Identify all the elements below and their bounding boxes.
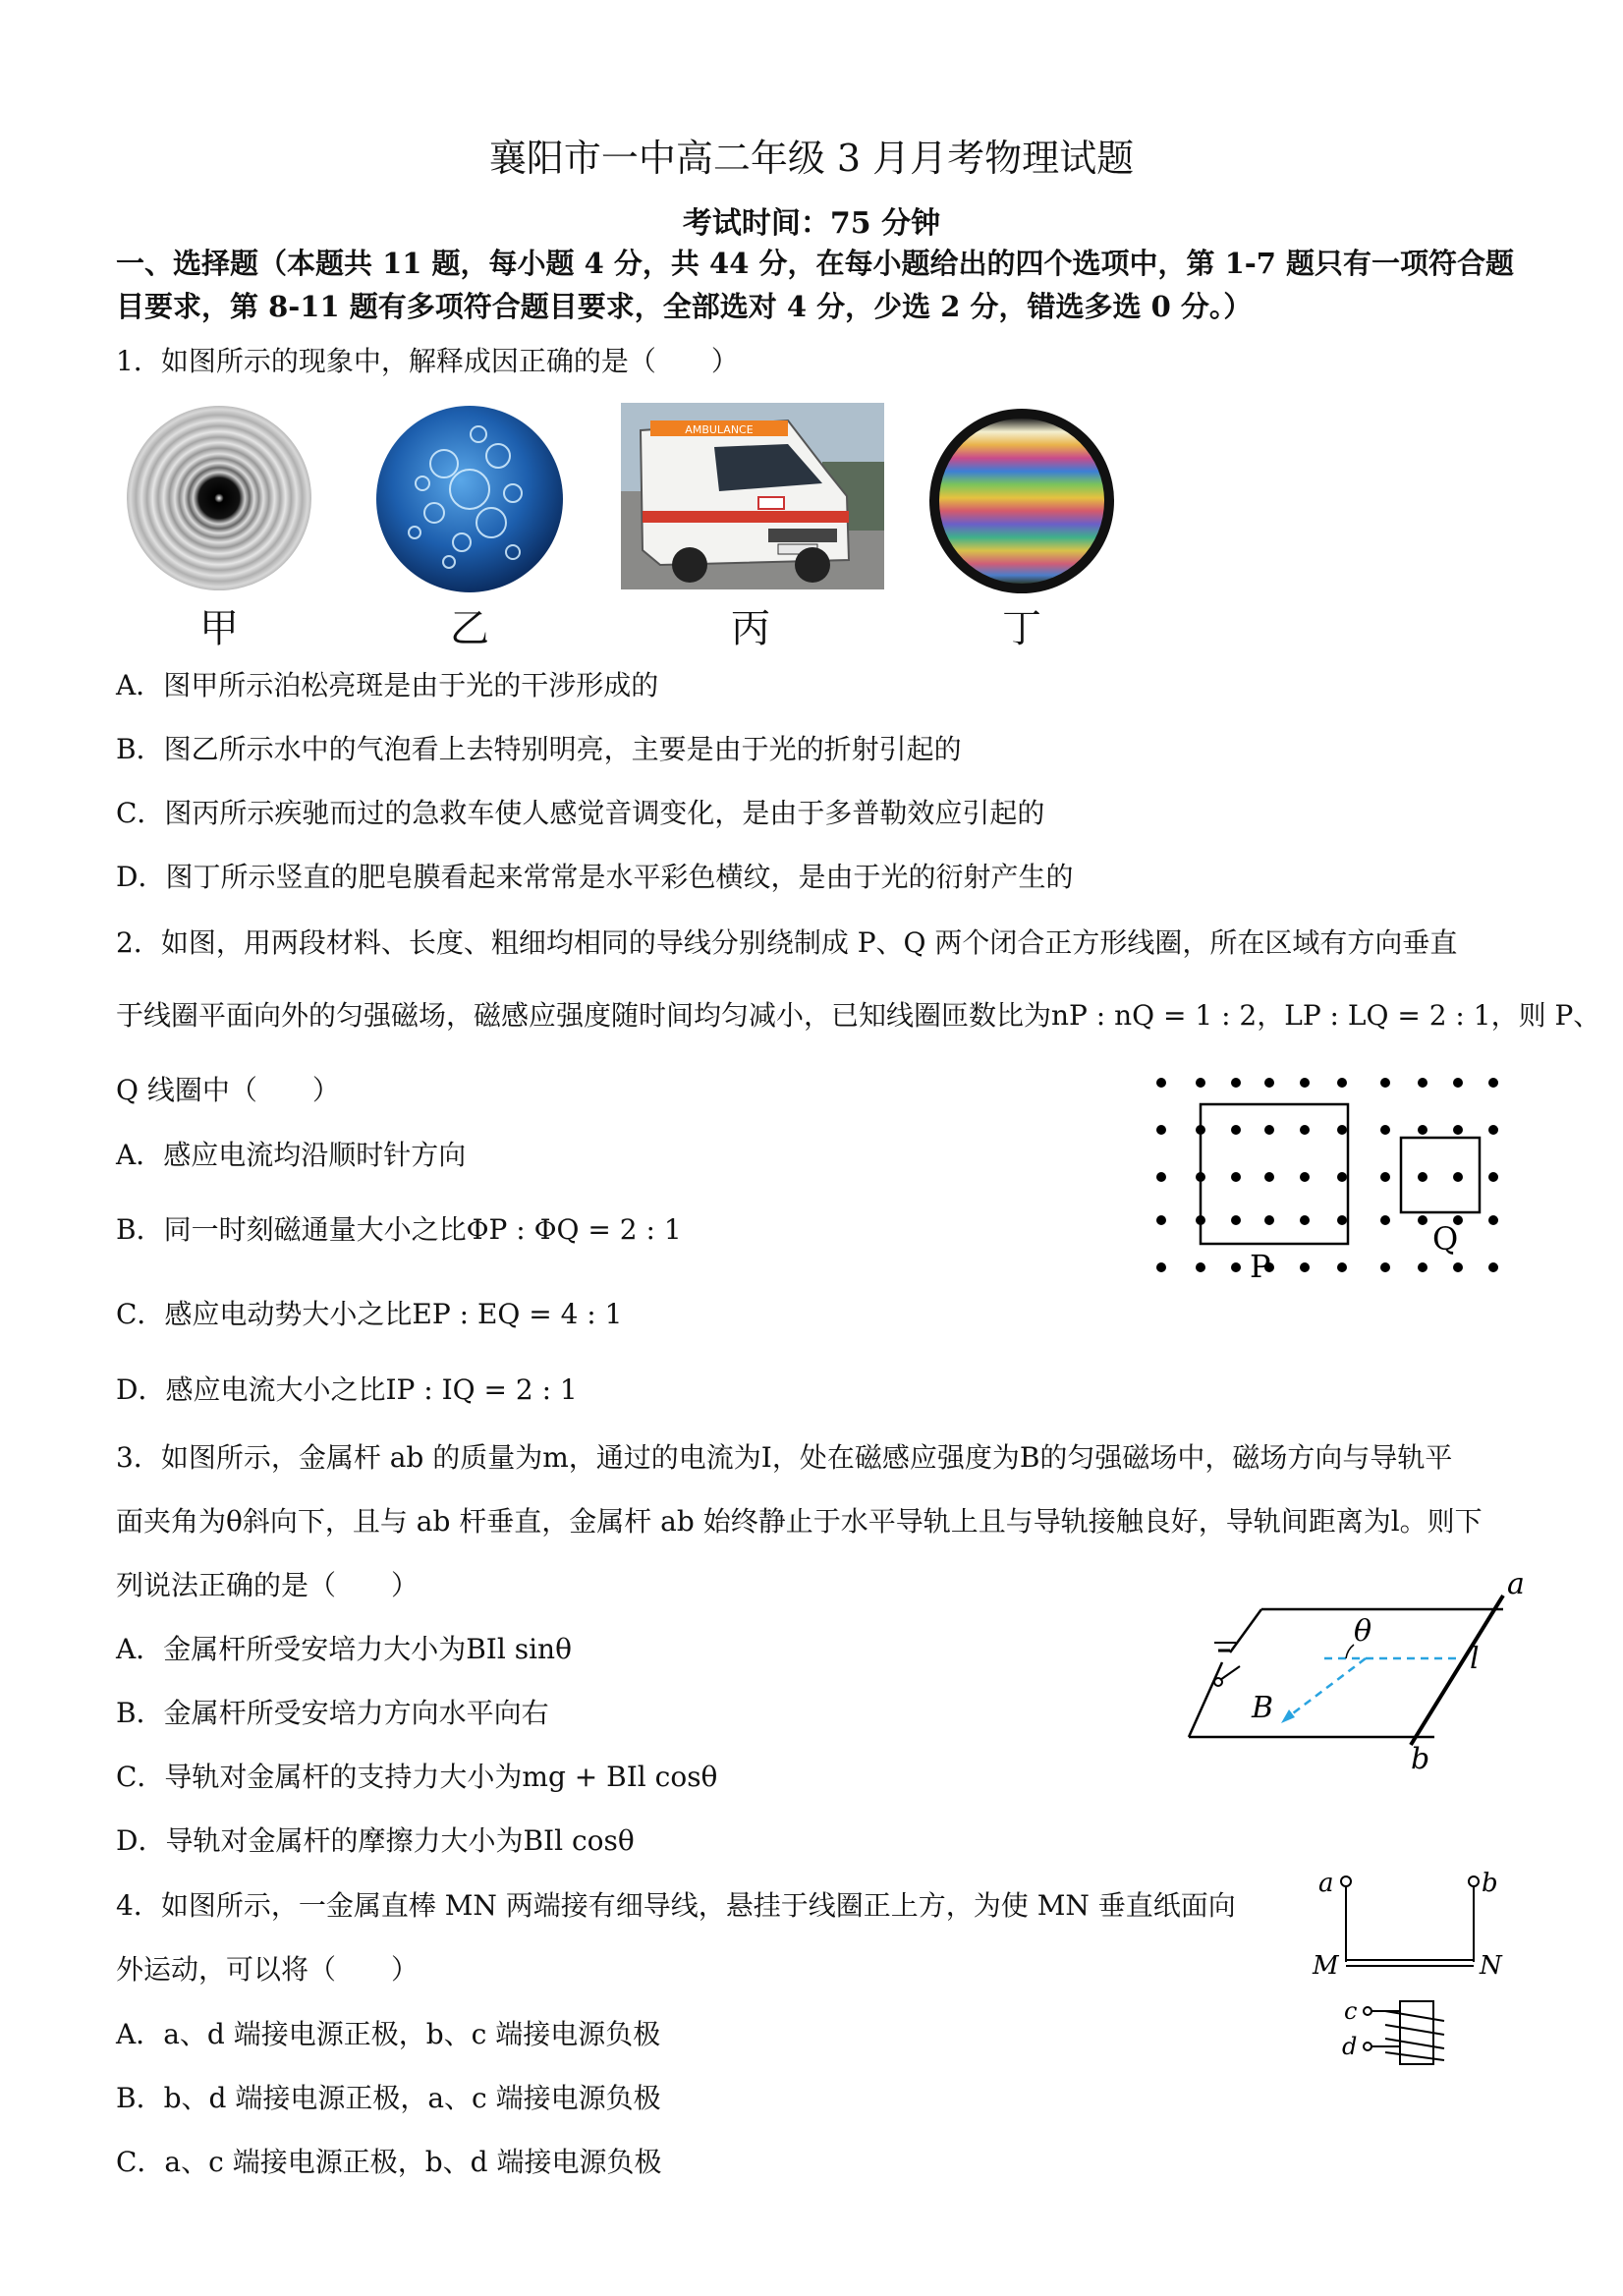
rod-coil-diagram: [1307, 1852, 1533, 2078]
q1-option-b: B．图乙所示水中的气泡看上去特别明亮，主要是由于光的折射引起的: [116, 733, 962, 765]
field-dot: [1156, 1078, 1166, 1088]
field-dot: [1337, 1172, 1347, 1182]
rod-end-b-label: b: [1411, 1742, 1430, 1776]
field-dot: [1488, 1172, 1498, 1182]
soap-film-figure: [925, 401, 1118, 597]
field-dot: [1453, 1172, 1463, 1182]
q3-stem-line3: 列说法正确的是（ ）: [116, 1569, 420, 1601]
field-dot: [1488, 1262, 1498, 1272]
field-dot: [1196, 1262, 1205, 1272]
field-dot: [1156, 1125, 1166, 1135]
q2-option-d: D．感应电流大小之比IP : IQ = 2 : 1: [116, 1373, 578, 1406]
q2-stem-line1: 2．如图，用两段材料、长度、粗细均相同的导线分别绕制成 P、Q 两个闭合正方形线圈，所在区域有方向垂直: [116, 926, 1458, 959]
ambulance-figure: [621, 403, 884, 589]
rod-m-label: M: [1313, 1951, 1339, 1981]
field-dot: [1264, 1215, 1274, 1225]
q3-option-c: C．导轨对金属杆的支持力大小为mg + BIl cosθ: [116, 1761, 718, 1793]
field-dot: [1300, 1172, 1310, 1182]
q2-option-c: C．感应电动势大小之比EP : EQ = 4 : 1: [116, 1298, 623, 1330]
field-dot: [1380, 1262, 1390, 1272]
water-bubbles-figure: [375, 405, 564, 593]
rod-n-label: N: [1480, 1951, 1502, 1981]
rail-rod-diagram: [1179, 1572, 1533, 1788]
figure-caption-ding: 丁: [1002, 606, 1041, 651]
field-dot: [1453, 1078, 1463, 1088]
field-dot: [1156, 1172, 1166, 1182]
terminal-c-label: c: [1344, 1997, 1358, 2025]
distance-l-label: l: [1470, 1642, 1480, 1676]
poisson-spot-figure: [126, 405, 312, 591]
field-dot: [1418, 1172, 1427, 1182]
q3-option-d: D．导轨对金属杆的摩擦力大小为BIl cosθ: [116, 1824, 635, 1857]
field-dot: [1380, 1078, 1390, 1088]
ambulance-text: AMBULANCE: [685, 423, 754, 436]
terminal-a-label: a: [1318, 1869, 1334, 1898]
field-dot: [1231, 1078, 1241, 1088]
exam-time: 考试时间：75 分钟: [682, 206, 941, 241]
section-instructions: 一、选择题（本题共 11 题，每小题 4 分，共 44 分，在每小题给出的四个选项中，第 1-7 题只有一项符合题目要求，第 8-11 题有多项符合题目要求，全部选对 4 分，少选 2 分，错选多选 0 分。）: [116, 247, 1515, 323]
field-dot: [1300, 1215, 1310, 1225]
field-dot: [1300, 1078, 1310, 1088]
q2-stem-line3: Q 线圈中（ ）: [116, 1074, 340, 1106]
angle-theta-label: θ: [1354, 1614, 1372, 1649]
q1-option-a: A．图甲所示泊松亮斑是由于光的干涉形成的: [116, 669, 659, 701]
field-dot: [1453, 1125, 1463, 1135]
field-dot: [1264, 1172, 1274, 1182]
field-dot: [1380, 1125, 1390, 1135]
field-dot: [1488, 1215, 1498, 1225]
field-dot: [1418, 1078, 1427, 1088]
field-dot: [1337, 1125, 1347, 1135]
figure-caption-yi: 乙: [450, 606, 489, 651]
q3-stem-line1: 3．如图所示，金属杆 ab 的质量为m，通过的电流为I，处在磁感应强度为B的匀强磁场中，磁场方向与导轨平: [116, 1441, 1453, 1474]
rod-end-a-label: a: [1507, 1572, 1525, 1601]
q2-stem-line2: 于线圈平面向外的匀强磁场，磁感应强度随时间均匀减小，已知线圈匝数比为nP : nQ = 1 : 2，LP : LQ = 2 : 1，则 P、: [116, 999, 1601, 1032]
q3-option-a: A．金属杆所受安培力大小为BIl sinθ: [116, 1633, 572, 1665]
field-dot: [1156, 1215, 1166, 1225]
field-dot: [1488, 1078, 1498, 1088]
terminal-d-label: d: [1342, 2033, 1358, 2060]
q3-stem-line2: 面夹角为θ斜向下，且与 ab 杆垂直，金属杆 ab 始终静止于水平导轨上且与导轨接触良好，导轨间距离为l。则下: [116, 1505, 1483, 1538]
coils-field-diagram: [1149, 1071, 1523, 1297]
field-dot: [1380, 1215, 1390, 1225]
terminal-b-label: b: [1482, 1869, 1498, 1898]
page-title: 襄阳市一中高二年级 3 月月考物理试题: [488, 137, 1135, 180]
q2-option-b: B．同一时刻磁通量大小之比ΦP : ΦQ = 2 : 1: [116, 1213, 682, 1246]
field-dot: [1231, 1215, 1241, 1225]
field-dot: [1488, 1125, 1498, 1135]
field-dot: [1418, 1125, 1427, 1135]
q1-option-d: D．图丁所示竖直的肥皂膜看起来常常是水平彩色横纹，是由于光的衍射产生的: [116, 861, 1074, 893]
field-dot: [1231, 1172, 1241, 1182]
field-b-label: B: [1252, 1691, 1274, 1725]
q1-stem: 1．如图所示的现象中，解释成因正确的是（ ）: [116, 345, 739, 377]
field-dot: [1337, 1262, 1347, 1272]
q1-option-c: C．图丙所示疾驰而过的急救车使人感觉音调变化，是由于多普勒效应引起的: [116, 797, 1045, 829]
figure-caption-bing: 丙: [731, 606, 770, 651]
field-dot: [1264, 1125, 1274, 1135]
field-dot: [1231, 1262, 1241, 1272]
q4-stem-line2: 外运动，可以将（ ）: [116, 1953, 420, 1986]
coil-q-label: Q: [1432, 1220, 1459, 1258]
q4-option-b: B．b、d 端接电源正极，a、c 端接电源负极: [116, 2082, 661, 2114]
field-dot: [1453, 1262, 1463, 1272]
field-dot: [1156, 1262, 1166, 1272]
q4-option-c: C．a、c 端接电源正极，b、d 端接电源负极: [116, 2146, 662, 2178]
coil-p-label: P: [1250, 1248, 1271, 1285]
field-dot: [1300, 1262, 1310, 1272]
field-dot: [1300, 1125, 1310, 1135]
q3-option-b: B．金属杆所受安培力方向水平向右: [116, 1697, 549, 1729]
field-dot: [1196, 1078, 1205, 1088]
q2-option-a: A．感应电流均沿顺时针方向: [116, 1139, 467, 1171]
field-dot: [1418, 1215, 1427, 1225]
field-dot: [1337, 1215, 1347, 1225]
field-dot: [1418, 1262, 1427, 1272]
figure-caption-jia: 甲: [199, 606, 239, 651]
q4-stem-line1: 4．如图所示，一金属直棒 MN 两端接有细导线，悬挂于线圈正上方，为使 MN 垂直纸面向: [116, 1889, 1236, 1922]
field-dot: [1380, 1172, 1390, 1182]
field-dot: [1337, 1078, 1347, 1088]
field-dot: [1264, 1078, 1274, 1088]
q4-option-a: A．a、d 端接电源正极，b、c 端接电源负极: [116, 2018, 661, 2050]
field-dot: [1231, 1125, 1241, 1135]
